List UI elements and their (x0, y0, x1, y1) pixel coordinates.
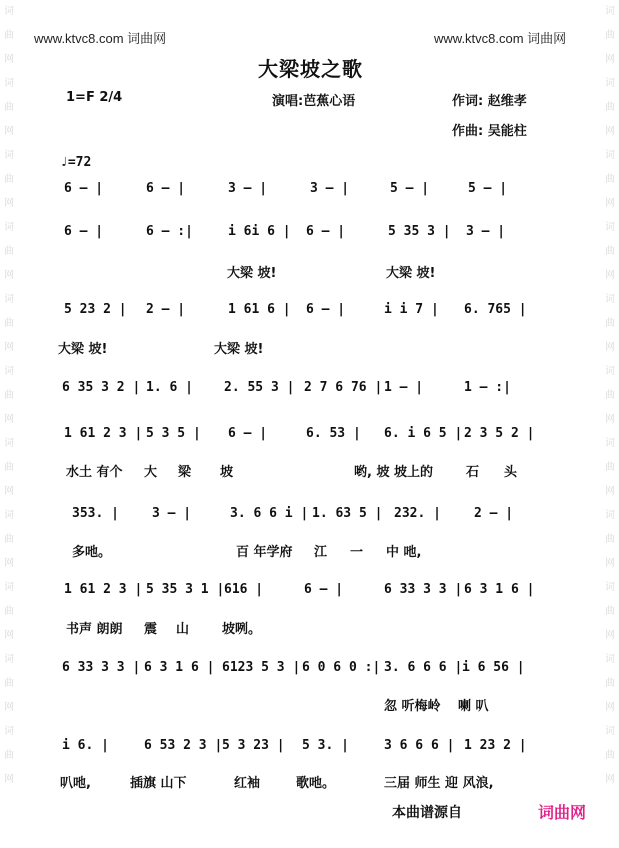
measure: 3. 6 6 i | (230, 506, 309, 521)
side-watermark-left: 词曲网词曲网词曲网词曲网词曲网词曲网词曲网词曲网词曲网词曲网词曲网 (4, 6, 14, 785)
measure: i 6i 6 | (228, 224, 291, 239)
measure: 3 6 6 6 | (384, 738, 455, 753)
measure: 6 – | (306, 224, 346, 239)
lyric: 中 吔, (386, 545, 422, 560)
measure: 5 3 5 | (146, 426, 201, 441)
tempo-marking: ♩=72 (60, 155, 92, 170)
lyric: 喇 叭 (458, 699, 489, 714)
key-time-signature: 1=F 2/4 (66, 90, 123, 105)
measure: 6 35 3 2 | (62, 380, 141, 395)
measure: 6 33 3 3 | (384, 582, 463, 597)
measure: 2 3 5 2 | (464, 426, 535, 441)
measure: 5 – | (390, 181, 430, 196)
measure: 6. i 6 5 | (384, 426, 463, 441)
site-logo[interactable]: 词曲网 (538, 803, 587, 822)
measure: 6 33 3 3 | (62, 660, 141, 675)
measure: 5 23 2 | (64, 302, 127, 317)
measure: 6 – | (64, 181, 104, 196)
lyric: 红袖 (234, 776, 261, 791)
lyric: 山 (176, 622, 190, 637)
measure: 6. 53 | (306, 426, 361, 441)
measure: i 6 56 | (462, 660, 525, 675)
measure: i 6. | (62, 738, 109, 753)
lyric: 坡 (220, 465, 234, 480)
lyric: 一 (350, 545, 364, 560)
lyric: 忽 听梅岭 (384, 699, 441, 714)
lyric: 大梁 坡! (227, 266, 277, 281)
measure: 6 – :| (146, 224, 193, 239)
measure: 5 – | (468, 181, 508, 196)
measure: 1. 6 | (146, 380, 193, 395)
measure: 1 61 2 3 | (64, 582, 143, 597)
measure: 6 53 2 3 | (144, 738, 223, 753)
measure: 1 61 6 | (228, 302, 291, 317)
measure: 1 61 2 3 | (64, 426, 143, 441)
lyric: 哟, 坡 坡上的 (354, 465, 433, 480)
measure: 3 – | (310, 181, 350, 196)
lyric: 大梁 坡! (386, 266, 436, 281)
lyric: 书声 朗朗 (66, 622, 123, 637)
composer-credit: 作曲: 吴能柱 (452, 124, 527, 139)
lyricist-credit: 作词: 赵维孝 (452, 94, 527, 109)
measure: 3 – | (152, 506, 192, 521)
song-title: 大梁坡之歌 (258, 57, 363, 81)
measure: 6 3 1 6 | (144, 660, 215, 675)
lyric: 梁 (178, 465, 192, 480)
lyric: 大梁 坡! (214, 342, 264, 357)
lyric: 水土 有个 (66, 465, 123, 480)
lyric: 石 (466, 465, 480, 480)
measure: 6 – | (146, 181, 186, 196)
measure: 6 3 1 6 | (464, 582, 535, 597)
measure: 616 | (224, 582, 264, 597)
measure: 1 23 2 | (464, 738, 527, 753)
singer-credit: 演唱:芭蕉心语 (272, 94, 356, 109)
side-watermark-right: 词曲网词曲网词曲网词曲网词曲网词曲网词曲网词曲网词曲网词曲网词曲网 (605, 6, 615, 785)
measure: 5 35 3 | (388, 224, 451, 239)
measure: 2 – | (474, 506, 514, 521)
measure: 6. 765 | (464, 302, 527, 317)
measure: 353. | (72, 506, 119, 521)
measure: 5 35 3 1 | (146, 582, 225, 597)
measure: 3. 6 6 6 | (384, 660, 463, 675)
measure: 5 3. | (302, 738, 349, 753)
measure: 232. | (394, 506, 441, 521)
lyric: 坡咧。 (222, 622, 262, 637)
measure: 6123 5 3 | (222, 660, 301, 675)
measure: 3 – | (466, 224, 506, 239)
measure: 6 0 6 0 :| (302, 660, 381, 675)
measure: 6 – | (228, 426, 268, 441)
measure: 3 – | (228, 181, 268, 196)
lyric: 大梁 坡! (58, 342, 108, 357)
lyric: 歌吔。 (296, 776, 336, 791)
measure: 6 – | (304, 582, 344, 597)
measure: 1. 63 5 | (312, 506, 383, 521)
lyric: 叭吔, (60, 776, 91, 791)
site-link-left[interactable]: www.ktvc8.com 词曲网 (34, 31, 167, 46)
measure: 6 – | (306, 302, 346, 317)
lyric: 插旗 山下 (130, 776, 187, 791)
quarter-note-icon: ♩ (60, 155, 68, 170)
lyric: 头 (504, 465, 518, 480)
measure: 1 – :| (464, 380, 511, 395)
measure: 1 – | (384, 380, 424, 395)
measure: 5 3 23 | (222, 738, 285, 753)
lyric: 百 年学府 (236, 545, 293, 560)
measure: i i 7 | (384, 302, 439, 317)
lyric: 多吔。 (72, 545, 112, 560)
lyric: 三届 师生 迎 风浪, (384, 776, 494, 791)
source-note: 本曲谱源自 (392, 805, 462, 821)
measure: 2 7 6 76 | (304, 380, 383, 395)
lyric: 江 (314, 545, 328, 560)
measure: 2 – | (146, 302, 186, 317)
lyric: 震 (144, 622, 158, 637)
site-link-right[interactable]: www.ktvc8.com 词曲网 (434, 31, 567, 46)
lyric: 大 (144, 465, 158, 480)
measure: 2. 55 3 | (224, 380, 295, 395)
measure: 6 – | (64, 224, 104, 239)
